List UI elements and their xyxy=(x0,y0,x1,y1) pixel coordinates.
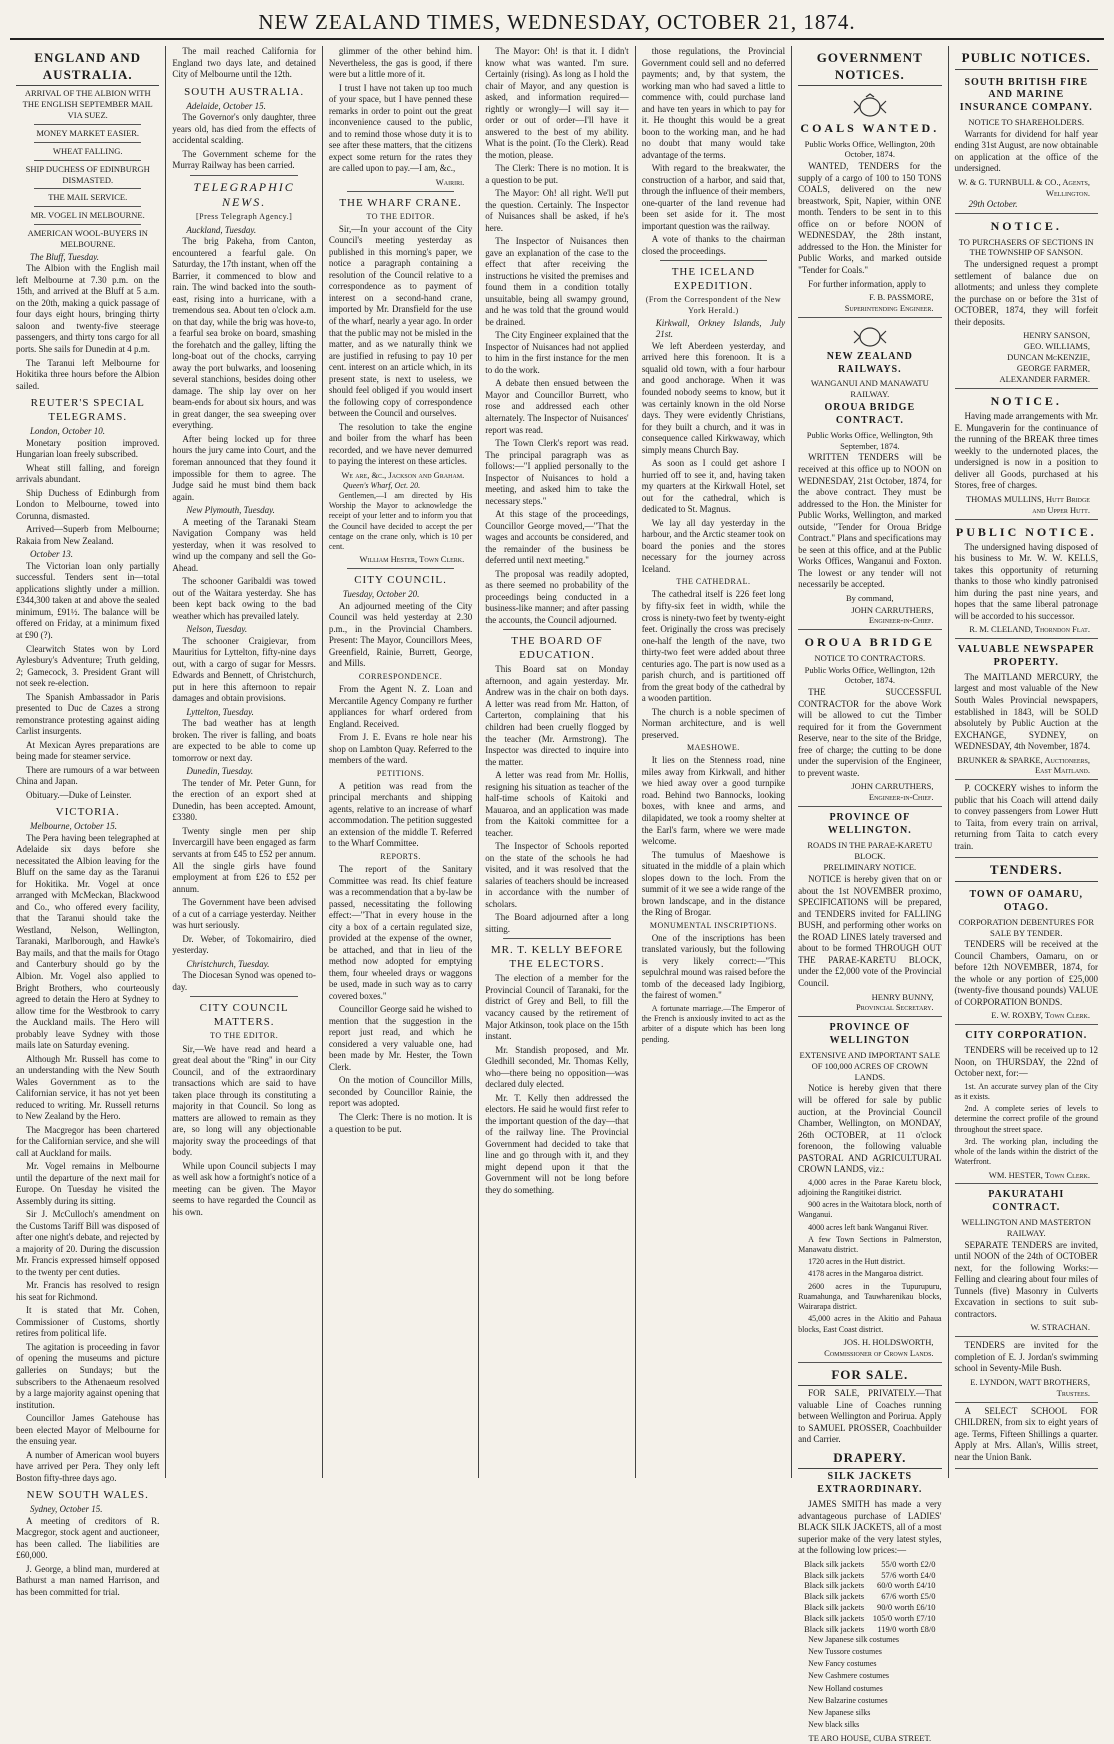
divider xyxy=(34,124,141,125)
ad-text: WANTED, TENDERS for the supply of a cargo of 100 to 150 TONS COALS, delivered on the new breastwork, Spit, Napier, within ONE month. Tenders to be sent in to this office on or before NOON of WEDNESDAY, the 28th instant, addressed to the Hon. the Minister for Public Works, and marked outside "Tender for Coals." xyxy=(798,161,942,275)
section-title: ENGLAND AND AUSTRALIA. xyxy=(16,50,159,86)
advertisement xyxy=(798,1017,941,1362)
ad-heading: NEW ZEALAND RAILWAYS. xyxy=(826,350,913,375)
article-paragraph: Ship Duchess of Edinburgh from London to Melbourne, towed into Corunna, dismasted. xyxy=(16,487,160,521)
signature: W. & G. TURNBULL & CO., Agents, Wellington. xyxy=(958,176,1090,198)
section-title: DRAPERY. xyxy=(798,1450,941,1470)
article-paragraph: Mr. T. Kelly then addressed the electors. He said he would first refer to the important question of the day—that of the railway line. The Provincial Government had decided to take that line and go through with it, and they might depend upon it that the Government will not be long before they do something. xyxy=(485,1092,629,1195)
article-paragraph: The church is a noble specimen of Norman architecture, and is well preserved. xyxy=(641,706,786,740)
section-title: MR. T. KELLY BEFORE THE ELECTORS. xyxy=(490,944,624,971)
article-paragraph: It lies on the Stenness road, nine miles away from Kirkwall, and hither we hied away over a good turnpike road. Behind two Bannocks, looking boxes, with knee and arms, and dilapidated, we took a roomy shelter at the Earl's farm, where we were made welcome. xyxy=(641,755,786,847)
ad-list-item: 4000 acres left bank Wanganui River. xyxy=(808,1222,929,1232)
column-5 xyxy=(636,46,792,1478)
article-paragraph: It is stated that Mr. Cohen, Commissioner of Customs, shortly retires from political life. xyxy=(16,1305,160,1339)
ad-heading: CITY CORPORATION. xyxy=(965,1030,1088,1042)
ad-heading: PAKURATAHI CONTRACT. xyxy=(988,1189,1065,1214)
ad-list-item: New Cashmere costumes xyxy=(808,1671,889,1681)
price-value: 60/0 worth £4/10 xyxy=(876,1580,936,1591)
signature: JOS. H. HOLDSWORTH, xyxy=(843,1336,934,1347)
signature: THOMAS MULLINS, Hutt Bridge and Upper Hutt. xyxy=(965,493,1090,515)
advertisement xyxy=(955,780,1098,858)
section-title: TENDERS. xyxy=(955,862,1098,882)
dateline: October 13. xyxy=(30,549,73,560)
ad-text: WRITTEN TENDERS will be received at this office up to NOON on WEDNESDAY, 21st October, 1874, for the above contract. They must be addressed to the Hon. the Minister for Public Works, Wellington, and marked outside, "Tender for Oroua Bridge Contract." Plans and specifications may be seen at this office, and at the Public Works Offices, Wanganui and Foxton. The lowest or any tender will not necessarily be accepted. xyxy=(798,452,942,590)
ad-list-item: 900 acres in the Waitotara block, north of Wanganui. xyxy=(798,1200,942,1220)
subtitle: PETITIONS. xyxy=(376,768,425,778)
article-paragraph: The Governor's only daughter, three years old, has died from the effects of accidental scalding. xyxy=(172,112,316,146)
ad-text: NOTICE is hereby given that on or about the 1st NOVEMBER proximo, SPECIFICATIONS will be prepared, and TENDERS invited for FALLING BUSH, and performing other works on the ROAD LINES lately traversed and about to be formed THROUGH OUT THE PARAE-KARETU BLOCK, under the £2,000 vote of the Provincial Council. xyxy=(798,874,942,988)
signature: GEORGE FARMER, xyxy=(1016,363,1090,374)
dateline: Queen's Wharf, Oct. 20. xyxy=(342,480,421,490)
price-row xyxy=(798,1613,941,1624)
divider xyxy=(190,996,297,997)
ad-office: Public Works Office, Wellington, 12th October, 1874. xyxy=(804,664,935,686)
column-3 xyxy=(323,46,479,1478)
price-item: Black silk jackets xyxy=(804,1602,865,1613)
article-paragraph: While upon Council subjects I may as well ask how a fortnight's notice of a meeting can be given. The Mayor seems to have regarded the Council as his own. xyxy=(172,1160,316,1217)
subtitle: TO THE EDITOR. xyxy=(366,211,435,221)
article-paragraph: The Mayor: Oh! all right. We'll put the question. Certainly. The Inspector of Nuisances shall be asked, if he's here. xyxy=(485,188,629,233)
divider xyxy=(34,160,141,161)
ad-text: The MAITLAND MERCURY, the largest and most valuable of the New South Wales Provincial newspapers, established in 1843, will be SOLD absolutely by Public Auction at the EXCHANGE, SYDNEY, on WEDNESDAY, 4th November, 1874. xyxy=(954,671,1098,752)
ad-list-item: New Balzarine costumes xyxy=(808,1695,888,1705)
advertisement xyxy=(955,884,1098,1025)
ad-heading: SILK JACKETS EXTRAORDINARY. xyxy=(817,1471,923,1496)
article-paragraph: The Board adjourned after a long sitting. xyxy=(485,912,629,934)
signature: E. LYNDON, WATT BROTHERS, Trustees. xyxy=(970,1376,1090,1398)
article-paragraph: Sir,—In your account of the City Council's meeting yesterday as published in this morning's paper, we notice a paragraph containing a resolution of the Council relative to a correspondence as to payment of interest on a second-hand crane, imported by Mr. Dransfield for the use of the wharf, nearly a year ago. In order that the public may not be misled in the matter, and as we naturally think we are justified in refusing to pay 10 per cent. interest on an article which, in its present state, is next to useless, we should feel obliged if you would insert the following copy of correspondence between the Council and ourselves. xyxy=(328,223,473,419)
article-paragraph: The agitation is proceeding in favor of opening the museums and picture galleries on Sundays; but the subscribers to the Athenaeum resolved by a large majority against opening that institution. xyxy=(16,1341,160,1410)
article-paragraph: The election of a member for the Provincial Council of Taranaki, for the district of Grey and Bell, to fill the vacancy caused by the retirement of Major Atkinson, took place on the 15th instant. xyxy=(485,973,629,1042)
article-paragraph: The schooner Craigievar, from Mauritius for Lyttelton, fifty-nine days out, with a cargo of sugar for Messrs. Edwards and Bennett, of Christchurch, put in here this afternoon to repair damages and obtain provisions. xyxy=(172,635,316,704)
price-row xyxy=(798,1602,941,1613)
article-paragraph: those regulations, the Provincial Government could sell and no deferred payments; and, by that system, the working man who had saved a little to commence with, could purchase land and have ten years in which to pay for it. He thought this would be a great boon to the working man, and he had no doubt that many would take advantage of the terms. xyxy=(641,46,786,160)
headline: WHEAT FALLING. xyxy=(52,145,123,156)
dateline: Auckland, Tuesday. xyxy=(186,224,257,235)
ad-subheading: CORPORATION DEBENTURES FOR SALE BY TENDER. xyxy=(958,916,1095,938)
signature: R. M. CLELAND, Thorndon Flat. xyxy=(969,624,1090,635)
ad-subheading: WELLINGTON AND MASTERTON RAILWAY. xyxy=(961,1217,1091,1238)
advertisement xyxy=(955,72,1098,215)
article-paragraph: Mr. Standish proposed, and Mr. Gledhill seconded, Mr. Thomas Kelly, who—there being no opposition—was declared duly elected. xyxy=(485,1044,629,1090)
price-item: Black silk jackets xyxy=(804,1613,865,1624)
article-paragraph: Mr. Vogel remains in Melbourne until the departure of the next mail for Europe. On Tuesday he visited the Assembly during its sitting. xyxy=(16,1161,160,1206)
headline: THE MAIL SERVICE. xyxy=(48,192,128,203)
ad-heading: OROUA BRIDGE CONTRACT. xyxy=(824,402,916,426)
divider xyxy=(34,142,141,143)
dateline: Sydney, October 15. xyxy=(30,1504,103,1515)
dateline: The Bluff, Tuesday. xyxy=(30,251,100,262)
section-title: FOR SALE. xyxy=(798,1367,941,1387)
article-paragraph: From the Agent N. Z. Loan and Mercantile Agency Company re further appliances for wharf ordered from England. Received. xyxy=(328,684,473,729)
article-paragraph: The bad weather has at length broken. The river is falling, and boats are expected to be able to come up tomorrow or next day. xyxy=(172,718,316,763)
article-paragraph: Mr. Francis has resolved to resign his seat for Richmond. xyxy=(16,1280,160,1302)
advertisement xyxy=(798,318,941,631)
ad-heading: SOUTH BRITISH FIRE AND MARINE INSURANCE COMPANY. xyxy=(959,76,1093,114)
column-6 xyxy=(792,46,948,1743)
ad-heading: COALS WANTED. xyxy=(800,121,940,136)
article-paragraph: Sir J. McCulloch's amendment on the Customs Tariff Bill was disposed of after one night's debate, and rejected by a majority of 20. During the discussion Mr. Francis expressed himself opposed to the twenty per cent duties. xyxy=(16,1209,160,1277)
headline: ARRIVAL OF THE ALBION WITH THE ENGLISH SEPTEMBER MAIL VIA SUEZ. xyxy=(22,88,153,120)
ad-subheading: ROADS IN THE PARAE-KARETU BLOCK. xyxy=(807,839,933,861)
ad-heading: TOWN OF OAMARU, OTAGO. xyxy=(969,889,1084,913)
ad-text: Warrants for dividend for half year ending 31st August, are now obtainable on application at the office of the undersigned. xyxy=(954,128,1098,174)
signature: DUNCAN McKENZIE, xyxy=(1007,352,1090,363)
ad-office: Public Works Office, Wellington, 9th September, 1874. xyxy=(806,429,933,451)
divider xyxy=(660,260,767,261)
ad-subheading: TO PURCHASERS OF SECTIONS IN THE TOWNSHIP OF SANSON. xyxy=(958,236,1094,258)
article-paragraph: The Inspector of Schools reported on the state of the schools he had visited, and it was resolved that the salaries of teachers should be increased in accordance with the number of scholars. xyxy=(485,841,629,909)
price-value: 90/0 worth £6/10 xyxy=(876,1602,936,1613)
masthead: NEW ZEALAND TIMES, WEDNESDAY, OCTOBER 21, 1874. xyxy=(10,6,1104,40)
ad-heading: VALUABLE NEWSPAPER PROPERTY. xyxy=(957,644,1095,669)
ad-text: For further information, apply to xyxy=(808,278,926,289)
column-7 xyxy=(949,46,1104,1478)
column-1 xyxy=(10,46,166,1597)
article-paragraph: One of the inscriptions has been translated variously, but the following is very likely correct:—"This sepulchral mound was raised before the tomb of the deceased lady Ingibiorg, the fairest of women." xyxy=(641,932,786,1001)
signature: Commissioner of Crown Lands. xyxy=(824,1347,934,1358)
crest-icon xyxy=(850,323,890,349)
ad-list-item: A few Town Sections in Palmerston, Manawatu district. xyxy=(798,1234,942,1255)
subtitle: (From the Correspondent of the New York Herald.) xyxy=(645,295,782,315)
article-paragraph: The Clerk: There is no motion. It is a question to be put. xyxy=(485,163,629,185)
article-paragraph: The Albion with the English mail left Melbourne at 7.30 p.m. on the 15th, and arrived at the Bluff at 5 a.m. on the 20th, making a quick passage of four days eight hours, bringing thirty saloon and twenty-five steerage passengers, and thirty tons cargo for all ports. She sails for Dunedin at 4 p.m. xyxy=(16,263,160,354)
ad-list-item: 45,000 acres in the Akitio and Pahaua blocks, East Coast district. xyxy=(798,1314,942,1334)
article-paragraph: A petition was read from the principal merchants and shipping agents, relative to an increase of wharf accommodation. The petition suggested an extension of the middle T. Referred to the Wharf Committee. xyxy=(328,780,473,849)
subtitle: MONUMENTAL INSCRIPTIONS. xyxy=(649,920,777,930)
dateline: Melbourne, October 15. xyxy=(30,821,117,832)
signature: BRUNKER & SPARKE, Auctioneers, East Maitland. xyxy=(957,754,1090,776)
advertisement xyxy=(955,520,1098,640)
signature: Engineer-in-Chief. xyxy=(868,615,934,626)
signature: JOHN CARRUTHERS, xyxy=(851,604,934,615)
headline: MONEY MARKET EASIER. xyxy=(36,127,140,138)
article-paragraph: The Macgregor has been chartered for the Californian service, and she will call at Auckland for mails. xyxy=(16,1124,160,1158)
ad-heading: PROVINCE OF WELLINGTON xyxy=(829,1022,911,1047)
signature: W. STRACHAN. xyxy=(1030,1322,1090,1333)
article-paragraph: The Clerk: There is no motion. It is a question to be put. xyxy=(328,1112,473,1134)
section-title: THE ICELAND EXPEDITION. xyxy=(671,266,756,293)
ad-list-item: 3rd. The working plan, including the whole of the lands within the district of the Waterfront. xyxy=(954,1136,1098,1167)
dateline: London, October 10. xyxy=(30,426,105,437)
article-paragraph: Gentlemen,—I am directed by His Worship the Mayor to acknowledge the receipt of your letter and to inform you that the Council have decided to accept the per centage on the crane only, which is 10 per cent. xyxy=(328,490,473,551)
article-paragraph: A fortunate marriage.—The Emperor of the French is anxiously invited to act as the arbiter of a dispute which has been long pending. xyxy=(641,1003,786,1044)
article-paragraph: The tender of Mr. Peter Gunn, for the erection of an export shed at Dunedin, has been accepted. Amount, £3380. xyxy=(172,777,316,823)
price-item: Black silk jackets xyxy=(804,1580,865,1591)
ad-text: Having made arrangements with Mr. E. Mungaverin for the continuance of the running of the BREAK three times weekly to the undernoted places, the undersigned is now in a position to deliver all Goods, purchased at his Stores, free of charges. xyxy=(954,411,1098,491)
ad-text: JAMES SMITH has made a very advantageous purchase of LADIES' BLACK SILK JACKETS, all of a most superior make of the very latest styles, at the following low prices:— xyxy=(798,1499,942,1556)
article-paragraph: The Diocesan Synod was opened to-day. xyxy=(172,970,316,992)
signature: JOHN CARRUTHERS, xyxy=(851,781,934,792)
section-title: CITY COUNCIL MATTERS. xyxy=(199,1002,289,1029)
article-paragraph: Although Mr. Russell has come to an understanding with the New South Wales Government as to the Californian service, it has not yet been reduced to writing. Mr. Russell returns to New Zealand by the Hero. xyxy=(16,1053,160,1122)
price-row xyxy=(798,1570,941,1581)
article-paragraph: The tumulus of Maeshowe is situated in the middle of a plain which slopes down to the loch. From the summit of it we see a wide range of the brown landscape, and in the distance the Ring of Brogar. xyxy=(641,849,786,918)
article-paragraph: There are rumours of a war between China and Japan. xyxy=(16,764,160,787)
price-value: 55/0 worth £2/0 xyxy=(881,1558,936,1569)
section-title: TELEGRAPHIC NEWS. xyxy=(193,179,295,210)
ad-text: By command, xyxy=(845,592,894,603)
signature: GEO. WILLIAMS, xyxy=(1023,341,1090,352)
article-paragraph: We left Aberdeen yesterday, and arrived here this forenoon. It is a squalid old town, with a four harbour and good anchorage. When it was founded nobody seems to know, but it was certainly known in the old Norse days. They were evidently Christians, for they built a church, and it was in consequence called Kirkwaway, which simply means Church Bay. xyxy=(641,340,786,455)
ad-subheading: NOTICE TO CONTRACTORS. xyxy=(814,652,926,663)
dateline: 29th October. xyxy=(968,198,1018,209)
article-paragraph: The Pera having been telegraphed at Adelaide six days before she necessitated the Albion leaving for the Bluff on the same day as the Taranui for Hokitika. Mr. Vogel at once arranged with McMeckan, Blackwood and Co., who offered every facility, that the Taranui should take the Westland, Nelson, Wellington, Taranaki, Marlborough, and Hawke's Bay mails, and that the mails for Otago and Canterbury should go by the Albion. Mr. Vogel also applied to Bright Brothers, who courteously agreed to detain the Hero at Sydney to allow time for the Westbrook to carry the Auckland mails. The Hero will probably leave Sydney with those mails late on Saturday evening. xyxy=(16,832,160,1051)
article-paragraph: J. George, a blind man, murdered at Bathurst a man named Harrison, and has been committed for trial. xyxy=(16,1563,160,1597)
article-paragraph: Arrived—Superb from Melbourne; Rakaia from New Zealand. xyxy=(16,524,160,546)
signature: WM. HESTER, Town Clerk. xyxy=(988,1169,1090,1180)
signature: HENRY BUNNY, xyxy=(871,991,934,1002)
article-paragraph: The proposal was readily adopted, as there seemed no probability of the proceedings being conducted in a business-like manner; and after passing the accounts, the Council adjourned. xyxy=(485,568,629,625)
article-paragraph: The schooner Garibaldi was towed out of the Waitara yesterday. She has been kept back owing to the bad weather which has prevailed lately. xyxy=(172,576,316,621)
ad-heading: NOTICE. xyxy=(990,393,1062,408)
article-paragraph: A debate then ensued between the Mayor and Councillor Burrett, who rose and addressed each other alternately. The Inspector of Nuisances' report was read. xyxy=(485,378,629,435)
ad-address: TE ARO HOUSE, CUBA STREET. xyxy=(808,1732,932,1743)
columns xyxy=(10,46,1104,1743)
signature: F. B. PASSMORE, xyxy=(869,292,934,303)
price-item: Black silk jackets xyxy=(804,1591,865,1602)
article-paragraph: The cathedral itself is 226 feet long by fifty-six feet in width, while the cross is ninety-two feet by twenty-eight feet. Originally the cross was precisely one-half the length of the nave, two thirty-two feet were added about three centuries ago. The part is now used as a parish church, and is partitioned off from the great body of the cathedral by a wooden partition. xyxy=(641,589,786,704)
divider xyxy=(347,191,454,192)
article-paragraph: The Spanish Ambassador in Paris presented to Duc de Cazes a strong remonstrance protesting against aiding Carlist insurgents. xyxy=(16,691,160,737)
subtitle: REPORTS. xyxy=(380,851,421,861)
ad-heading: PUBLIC NOTICE. xyxy=(955,524,1097,539)
article-paragraph: The Government scheme for the Murray Railway has been carried. xyxy=(172,148,316,171)
headline: SHIP DUCHESS OF EDINBURGH DISMASTED. xyxy=(25,163,150,185)
article-paragraph: Councillor James Gatehouse has been elected Mayor of Melbourne for the ensuing year. xyxy=(16,1413,160,1447)
price-row xyxy=(798,1580,941,1591)
dateline: Nelson, Tuesday. xyxy=(186,624,248,635)
article-paragraph: At Mexican Ayres preparations are being made for steamer service. xyxy=(16,739,160,762)
advertisement xyxy=(798,88,941,318)
signature: ALEXANDER FARMER. xyxy=(999,373,1090,384)
article-paragraph: Obituary.—Duke of Leinster. xyxy=(26,789,132,800)
dateline: Dunedin, Tuesday. xyxy=(186,766,254,777)
column-2 xyxy=(166,46,322,1478)
ad-heading: OROUA BRIDGE xyxy=(804,635,935,650)
price-value: 57/6 worth £4/0 xyxy=(881,1569,936,1580)
article-paragraph: After being locked up for three hours the jury came into Court, and the foreman announced that they found it impossible for them to agree. The Judge said he must bind them back again. xyxy=(172,433,316,502)
advertisement xyxy=(955,1337,1098,1402)
ad-list-item: 2600 acres in the Tupurupuru, Ruamahunga, and Tauwharenikau blocks, Wairarapa district. xyxy=(798,1281,942,1312)
price-row xyxy=(798,1624,941,1635)
dateline: Kirkwall, Orkney Islands, July 21st. xyxy=(655,317,786,340)
ad-text: TENDERS will be received up to 12 Noon, on THURSDAY, the 22nd of October next, for:— xyxy=(954,1045,1098,1079)
advertisement xyxy=(955,1184,1098,1337)
ad-list-item: New Holland costumes xyxy=(808,1683,883,1693)
advertisement xyxy=(798,807,941,1017)
crest-icon xyxy=(850,93,890,119)
dateline: Christchurch, Tuesday. xyxy=(186,958,270,969)
ad-text: A SELECT SCHOOL FOR CHILDREN, from six to eight years of age. Terms, Fifteen Shillings a quarter. Apply at Mrs. Allan's, Willis street, near the Union Bank. xyxy=(954,1405,1098,1462)
section-title: THE WHARF CRANE. xyxy=(339,196,462,209)
dateline: Adelaide, October 15. xyxy=(186,100,266,111)
article-paragraph: The report of the Sanitary Committee was read. Its chief feature was a recommendation that a by-law be passed, necessitating the following effect:—"That in every house in the city a box of a certain regulated size, provided at the expense of the owner, be attached, and that in lieu of the method now adopted for emptying them, four wheeled drays or waggons be used, made in such way as to carry covered boxes." xyxy=(328,864,473,1001)
ad-subheading: EXTENSIVE AND IMPORTANT SALE OF 100,000 ACRES OF CROWN LANDS. xyxy=(799,1049,941,1082)
column-4 xyxy=(479,46,635,1478)
signature: William Hester, Town Clerk. xyxy=(359,554,465,565)
article-paragraph: Twenty single men per ship Invercargill have been engaged as farm servants at from £45 to £52 per annum. All the single girls have found employment at from £26 to £52 per annum. xyxy=(172,825,316,894)
ad-list-item: New Tussore costumes xyxy=(808,1647,882,1656)
ad-text: TENDERS will be received at the Council Chambers, Oamaru, on or before 12th NOVEMBER, 1874, for the whole or any portion of £25,000 (twenty-five thousand pounds) VALUE of CORPORATION BONDS. xyxy=(954,939,1098,1007)
ad-subheading: PRELIMINARY NOTICE. xyxy=(823,862,917,873)
article-paragraph: A number of American wool buyers have arrived per Pera. They only left Boston fifty-three days ago. xyxy=(16,1449,160,1483)
price-item: Black silk jackets xyxy=(804,1623,865,1634)
article-paragraph: A letter was read from Mr. Hollis, resigning his situation as teacher of the half-time schools of Kaitoki and Mauaroa, and an application was made from the Kaitoki committee for a teacher. xyxy=(485,770,629,838)
advertisement xyxy=(798,630,941,807)
advertisement xyxy=(955,214,1098,389)
ad-list-item: 1st. An accurate survey plan of the City as it exists. xyxy=(954,1081,1098,1101)
ad-text: The undersigned request a prompt settlement of balance due on allotments; and unless they complete the purchase on or before the 31st of OCTOBER, 1874, they will forfeit their deposits. xyxy=(954,259,1098,327)
signature: We are, &c., Jackson and Graham. xyxy=(341,469,465,480)
ad-list-item: 4,000 acres in the Parae Karetu block, adjoining the Rangitikei district. xyxy=(798,1177,942,1197)
section-title: SOUTH AUSTRALIA. xyxy=(184,85,305,98)
headline: AMERICAN WOOL-BUYERS IN MELBOURNE. xyxy=(27,228,148,249)
signature: HENRY SANSON, xyxy=(1023,330,1090,341)
ad-list-item: New Japanese silks xyxy=(808,1708,871,1718)
subtitle: MAESHOWE. xyxy=(687,743,740,753)
section-title: VICTORIA. xyxy=(55,806,120,819)
ad-list-item: New black silks xyxy=(808,1720,860,1730)
ad-list-item: 4178 acres in the Mangaroa district. xyxy=(808,1269,924,1279)
article-paragraph: Sir,—We have read and heard a great deal about the "Ring" in our City Council, and of the extraordinary transactions which are said to have taken place through its constituting a majority in that Council. So long as matters are allowed to remain as they are, so long will any objectionable majority sway the proceedings of that body. xyxy=(172,1043,316,1158)
section-title: PUBLIC NOTICES. xyxy=(955,50,1098,70)
ad-text: Notice is hereby given that there will be offered for sale by public auction, at the Provincial Council Chamber, Wellington, on MONDAY, 26th OCTOBER, at 11 o'clock forenoon, the following valuable PASTORAL AND AGRICULTURAL CROWN LANDS, viz.: xyxy=(798,1083,942,1175)
subtitle: TO THE EDITOR. xyxy=(210,1031,279,1041)
price-item: Black silk jackets xyxy=(804,1558,865,1569)
price-value: 105/0 worth £7/10 xyxy=(872,1613,936,1624)
ad-text: THE SUCCESSFUL CONTRACTOR for the above Work will be allowed to cut the Timber required for it from the Government Reserve, near to the site of the Bridge, free of charge; the cutting to be done under the supervision of the Engineer, to prevent waste. xyxy=(798,687,942,778)
divider xyxy=(34,224,141,225)
subtitle: [Press Telegraph Agency.] xyxy=(195,212,293,222)
article-paragraph: On the motion of Councillor Mills, seconded by Councillor Rainie, the report was adopted. xyxy=(328,1075,473,1109)
advertisement xyxy=(955,1403,1098,1470)
section-title: GOVERNMENT NOTICES. xyxy=(798,50,941,86)
ad-subheading: NOTICE TO SHAREHOLDERS. xyxy=(968,117,1085,128)
article-paragraph: Councillor George said he wished to mention that the suggestion in the report just read, and which he considered a very valuable one, had been made by Mr. Hester, the Town Clerk. xyxy=(328,1004,473,1072)
divider xyxy=(34,206,141,207)
dateline: Lyttelton, Tuesday. xyxy=(186,706,254,717)
article-paragraph: A vote of thanks to the chairman closed the proceedings. xyxy=(641,234,786,256)
price-value: 67/6 worth £5/0 xyxy=(881,1591,936,1602)
section-title: REUTER'S SPECIAL TELEGRAMS. xyxy=(30,397,145,424)
subtitle: THE CATHEDRAL. xyxy=(676,577,751,587)
signature: E. W. ROXBY, Town Clerk. xyxy=(991,1010,1090,1021)
section-title: THE BOARD OF EDUCATION. xyxy=(511,635,603,662)
ad-text: TENDERS are invited for the completion of E. J. Jordan's swimming school in Seventy-Mile Bush. xyxy=(954,1340,1098,1374)
article-paragraph: From J. E. Evans re hole near his shop on Lambton Quay. Referred to the members of the ward. xyxy=(328,732,473,766)
article-paragraph: A meeting of the Taranaki Steam Navigation Company was held yesterday, when it was resolved to wind up the company and sell the Go-Ahead. xyxy=(172,516,316,573)
section-title: CITY COUNCIL. xyxy=(354,574,447,587)
advertisement xyxy=(955,389,1098,520)
article-paragraph: glimmer of the other behind him. Nevertheless, the gas is good, if there were but a little more of it. xyxy=(328,46,473,80)
ad-text: FOR SALE, PRIVATELY.—That valuable Line of Coaches running between Wellington and Porirua. Apply to SAMUEL PROSSER, Coachbuilder and Carrier. xyxy=(798,1388,942,1445)
article-paragraph: A meeting of creditors of R. Macgregor, stock agent and auctioneer, has been called. The liabilities are £60,000. xyxy=(16,1515,160,1561)
dateline: New Plymouth, Tuesday. xyxy=(186,505,275,516)
price-row xyxy=(798,1559,941,1570)
advertisement xyxy=(955,1025,1098,1184)
ad-heading: NOTICE. xyxy=(990,219,1062,234)
divider xyxy=(190,175,297,176)
divider xyxy=(503,938,610,939)
divider xyxy=(503,629,610,630)
article-paragraph: We lay all day yesterday in the harbour, and the Arctic steamer took on board the ponies and the stores necessary for the journey across Iceland. xyxy=(641,517,786,574)
section-title: NEW SOUTH WALES. xyxy=(26,1489,149,1502)
article-paragraph: The mail reached California for England two days late, and detained City of Melbourne until the 12th. xyxy=(172,46,316,80)
article-paragraph: The City Engineer explained that the Inspector of Nuisances had not applied to him in the first instance for the men to do the work. xyxy=(485,330,629,375)
signature: Wairiri. xyxy=(435,176,465,187)
article-paragraph: The Inspector of Nuisances then gave an explanation of the case to the effect that after receiving the instructions he visited the premises and found them in a condition totally unsuitable, being all swampy ground, and he was told that the ground would be drained. xyxy=(485,236,629,327)
article-paragraph: The Victorian loan only partially successful. Tenders sent in—total applications slightly under a million. £344,300 taken at and above the sealed minimum, £91½. The balance will be offered on Friday, at a minimum fixed at £90 (?). xyxy=(16,560,160,640)
ad-list-item: New Japanese silk costumes xyxy=(808,1634,899,1644)
article-paragraph: This Board sat on Monday afternoon, and again yesterday. Mr. Andrew was in the chair on both days. A letter was read from Mr. Hatton, of Carterton, complaining that his children had been cruelly flogged by the teacher (Mr. Armstrong). The Inspector was directed to inquire into the matter. xyxy=(485,664,629,767)
ad-heading: PROVINCE OF WELLINGTON. xyxy=(827,812,912,836)
signature: Provincial Secretary. xyxy=(855,1002,934,1013)
article-paragraph: Dr. Weber, of Tokomairiro, died yesterday. xyxy=(172,933,316,956)
price-row xyxy=(798,1591,941,1602)
signature: Engineer-in-Chief. xyxy=(868,792,934,803)
article-paragraph: Clearwitch States won by Lord Aylesbury's Adventure; Truth gelding, 2; Gamecock, 3. President Grant will not seek re-election. xyxy=(16,643,160,689)
article-paragraph: Monetary position improved. Hungarian loan freely subscribed. xyxy=(16,437,160,460)
article-paragraph: The Mayor: Oh! is that it. I didn't know what was wanted. I'm sure. Certainly (rising). As long as I hold the chair of Mayor, and any question is asked, and information required—rightly or wrongly—I will say it—order or out of order—I'll have it answered to the best of my ability. What is the point. (To the Clerk). Read the motion, please. xyxy=(485,46,629,160)
article-paragraph: With regard to the breakwater, the construction of a harbor, and said that, through the influence of their members, one-quarter of the land revenue had been set aside for it. The most important question was the railway. xyxy=(641,163,786,231)
ad-text: The undersigned having disposed of his business to Mr. W. W. KELLS, takes this opportunity of returning thanks to those who kindly patronised him during the past nine years, and hopes that the same liberal patronage will be accorded to his successor. xyxy=(954,541,1098,621)
article-paragraph: An adjourned meeting of the City Council was held yesterday at 2.30 p.m., in the Provincial Chambers. Present: The Mayor, Councillors Mees, Greenfield, Rainie, Burrett, George, and Mills. xyxy=(328,600,473,669)
article-paragraph: The resolution to take the engine and boiler from the wharf has been recorded, and we have never demurred to paying the interest on these articles. xyxy=(328,421,473,467)
ad-list-item: 1720 acres in the Hutt district. xyxy=(808,1257,905,1267)
headline: MR. VOGEL IN MELBOURNE. xyxy=(30,210,145,221)
price-item: Black silk jackets xyxy=(804,1569,865,1580)
signature: Superintending Engineer. xyxy=(844,302,934,313)
ad-text: SEPARATE TENDERS are invited, until NOON of the 24th of OCTOBER next, for the following Works:— Felling and clearing about four miles of Tunnels (five) Masonry in Culverts Excavation in sections to suit sub-contractors. xyxy=(954,1239,1098,1319)
advertisement xyxy=(955,639,1098,780)
price-value: 119/0 worth £8/0 xyxy=(877,1623,936,1634)
subtitle: CORRESPONDENCE. xyxy=(358,671,443,681)
article-paragraph: The Government have been advised of a cut of a carriage yesterday. Neither was hurt seriously. xyxy=(172,897,316,931)
article-paragraph: At this stage of the proceedings, Councillor George moved,—"That the wages and accounts be considered, and the remainder of the business be deferred until next meeting." xyxy=(485,509,629,566)
article-paragraph: The Town Clerk's report was read. The principal paragraph was as follows:—"I applied personally to the Inspector of Nuisances to hold a meeting, and asked him to take the necessary steps." xyxy=(485,438,629,506)
divider xyxy=(347,568,454,569)
dateline: Tuesday, October 20. xyxy=(342,589,420,600)
divider xyxy=(34,188,141,189)
ad-office: Public Works Office, Wellington, 20th October, 1874. xyxy=(804,138,935,160)
ad-text: P. COCKERY wishes to inform the public that his Coach will attend daily to convey passengers from Lower Hutt to Taita, from every train on arrival, returning from Taita to catch every train. xyxy=(954,783,1098,851)
article-paragraph: I trust I have not taken up too much of your space, but I have penned these remarks in order to point out the great inconvenience caused to the public, and to remind those whose duty it is to see after these matters, that the citizens expect some return for the rates they are called upon to pay.—I am, &c., xyxy=(328,82,473,174)
ad-subheading: WANGANUI AND MANAWATU RAILWAY. xyxy=(810,378,929,400)
ad-list-item: New Fancy costumes xyxy=(808,1659,877,1669)
article-paragraph: Wheat still falling, and foreign arrivals abundant. xyxy=(16,462,160,485)
article-paragraph: As soon as I could get ashore I hurried off to see it, and, having taken my quarters at the Kirkwall Hotel, set out for the cathedral, which is dedicated to St. Magnus. xyxy=(641,458,786,515)
ad-list-item: 2nd. A complete series of levels to determine the correct profile of the ground throughout the street space. xyxy=(954,1104,1098,1134)
article-paragraph: The Taranui left Melbourne for Hokitika three hours before the Albion sailed. xyxy=(16,357,160,391)
article-paragraph: The brig Pakeha, from Canton, encountered a fearful gale. On Saturday, the 17th instant, when off the Barrier, it commenced to blow and rain. The wind backed into the south-east, rising into a hurricane, with a tremendous sea. About ten o'clock a.m. on that day, while the brig was hove-to, a fearful sea broke on board, smashing the forehatch and the galley, lifting the long-boat out of the chocks, carrying away the port bulwarks, and loosening several stanchions, besides doing other damage. The ship lay over on her beam-ends for about six hours, and was in great danger, the sea sweeping over everything. xyxy=(172,236,316,431)
